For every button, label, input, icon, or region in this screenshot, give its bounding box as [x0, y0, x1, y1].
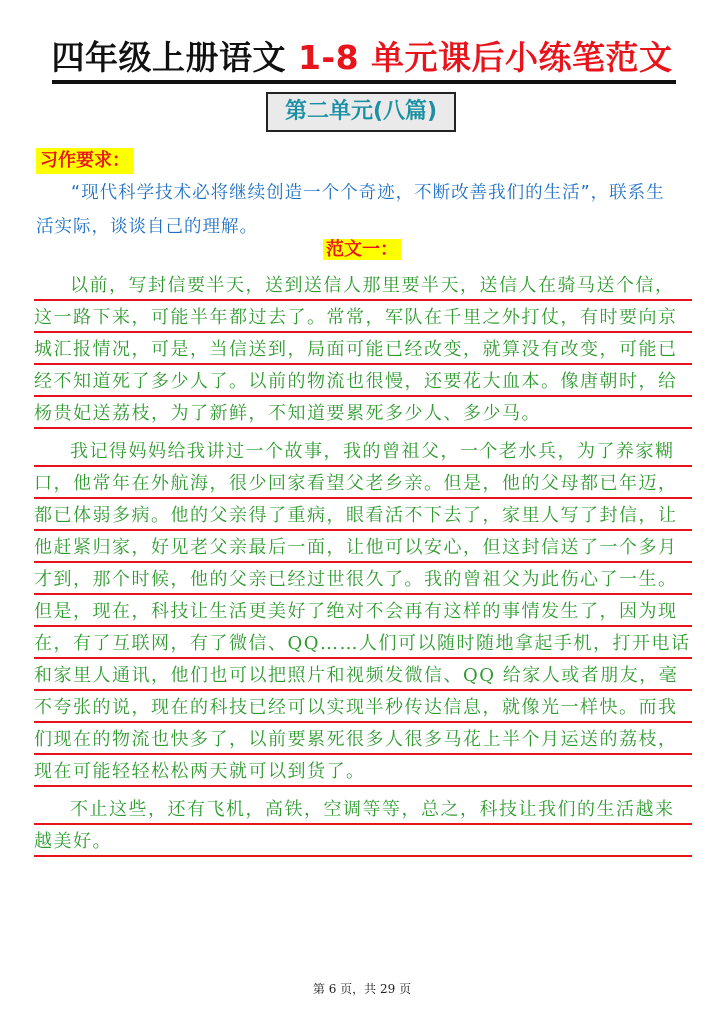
title-part-topic: 1-8 单元课后小练笔范文	[297, 38, 673, 77]
unit-subtitle: 第二单元(八篇)	[266, 92, 456, 132]
essay-paragraph: 以前，写封信要半天，送到送信人那里要半天，送信人在骑马送个信，这一路下来，可能半年都过去了。常常，军队在千里之外打仗，有时要向京城汇报情况，可是，当信送到，局面可能已经改变，就算没有改变，可能已经不知道死了多少人了。以前的物流也很慢，还要花大血本。像唐朝时，给杨贵妃送荔枝，为了新鲜，不知道要累死多少人、多少马。	[34, 270, 692, 430]
requirement-text: “现代科学技术必将继续创造一个个奇迹，不断改善我们的生活”，联系生活实际，谈谈自己的理解。	[36, 183, 665, 237]
essay-label-wrapper	[0, 236, 724, 264]
title-part-grade: 四年级上册语文	[51, 38, 298, 77]
requirement-label: 习作要求：	[36, 148, 134, 174]
document-title	[0, 36, 724, 80]
essay-body	[34, 270, 692, 858]
title-underline	[52, 80, 676, 84]
page-footer: 第 6 页，共 29 页	[312, 982, 412, 996]
essay-paragraph: 不止这些，还有飞机，高铁，空调等等，总之，科技让我们的生活越来越美好。	[34, 794, 692, 858]
essay-label: 范文一：	[323, 239, 401, 260]
essay-paragraph: 我记得妈妈给我讲过一个故事，我的曾祖父，一个老水兵，为了养家糊口，他常年在外航海，很少回家看望父老乡亲。但是，他的父母都已年迈，都已体弱多病。他的父亲得了重病，眼看活不下去了，家里人写了封信，让他赶紧归家，好见老父亲最后一面，让他可以安心，但这封信送了一个多月才到，那个时候，他的父亲已经过世很久了。我的曾祖父为此伤心了一生。但是，现在，科技让生活更美好了绝对不会再有这样的事情发生了，因为现在，有了互联网，有了微信、QQ……人们可以随时随地拿起手机，打开电话和家里人通讯，他们也可以把照片和视频发微信、QQ 给家人或者朋友，毫不夸张的说，现在的科技已经可以实现半秒传达信息，就像光一样快。而我们现在的物流也快多了，以前要累死很多人很多马花上半个月运送的荔枝，现在可能轻轻松松两天就可以到货了。	[34, 436, 692, 788]
